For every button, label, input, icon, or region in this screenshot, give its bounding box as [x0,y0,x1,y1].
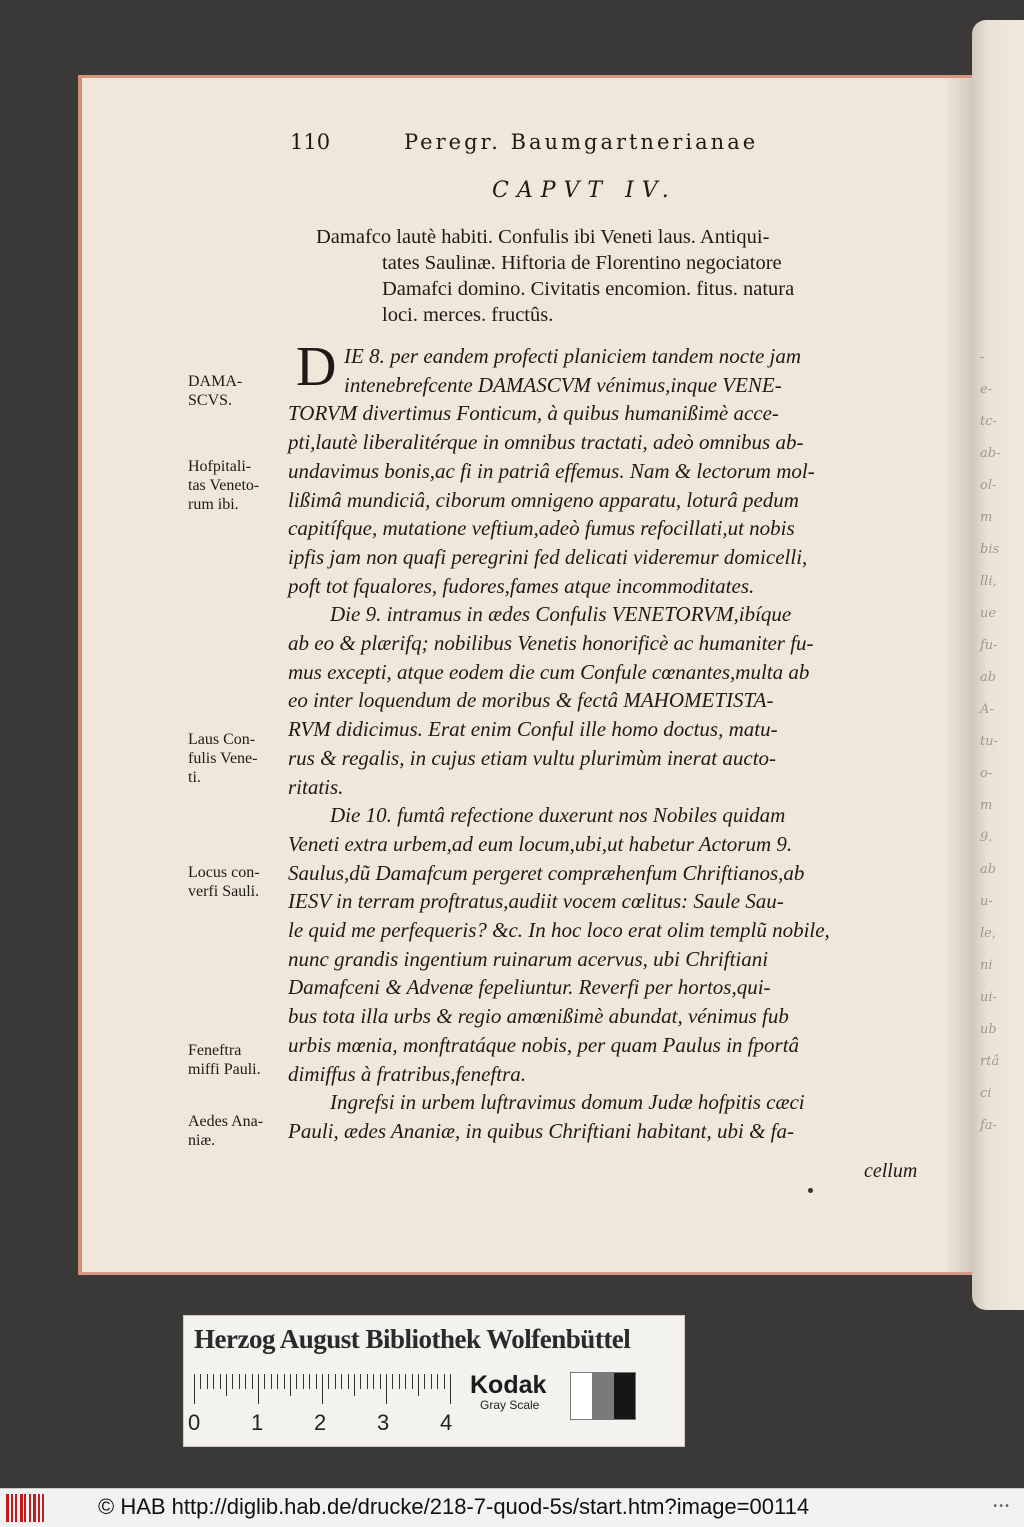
ruler-tick [367,1374,368,1389]
facing-page-fragment: ab [980,862,997,877]
gray-patch [592,1373,613,1419]
ruler-label: 2 [314,1410,327,1435]
ruler-tick [252,1374,253,1389]
catchword: cellum [864,1160,918,1182]
ruler-tick [354,1374,355,1396]
ruler-tick [335,1374,336,1389]
body-line: Ingrefsi in urbem luftravimus domum Judæ hofpitis cæci [330,1090,805,1115]
ruler-tick [380,1374,381,1389]
body-line: pti,lautè liberalitérque in omnibus tractati, adeò omnibus ab- [288,430,804,455]
facing-page-fragment: m [980,510,993,525]
summary-line: Damafci domino. Civitatis encomion. fitus. natura [382,278,795,300]
gray-patches [570,1372,636,1420]
ruler-tick [424,1374,425,1389]
hab-logo-icon [6,1494,46,1522]
gray-patch [571,1373,592,1419]
margin-note-line: Hofpitali- [188,458,252,475]
logo-bar [38,1494,40,1522]
ruler-label: 1 [251,1410,264,1435]
margin-note [188,1041,284,1079]
logo-bar [6,1494,9,1522]
ruler-tick [418,1374,419,1396]
ruler-tick [258,1374,259,1404]
logo-bar [15,1494,17,1522]
book-page [78,75,972,1275]
kodak-logo: Kodak [470,1371,547,1399]
ruler-tick [239,1374,240,1389]
ruler-tick [328,1374,329,1389]
facing-page-fragment: rtâ [980,1054,1000,1069]
logo-bar [42,1494,44,1522]
logo-bar [29,1494,31,1522]
body-line: undavimus bonis,ac fi in patriâ effemus. Nam & lectorum mol- [288,458,815,483]
body-line: intenebrefcente DAMASCVM vénimus,inque VENE- [344,372,782,397]
margin-note-line: niæ. [188,1132,216,1149]
body-line: Die 9. intramus in ædes Confulis VENETORVM,ibíque [330,602,792,627]
margin-note [188,730,284,787]
body-line: eo inter loquendum de moribus & fectâ MAHOMETISTA- [288,688,774,713]
ruler-tick [296,1374,297,1389]
facing-page-fragment: lli, [980,574,997,589]
ruler-tick [220,1374,221,1389]
ruler-tick [316,1374,317,1389]
ruler-tick [264,1374,265,1389]
ruler-tick [207,1374,208,1389]
drop-cap: D [296,336,337,398]
body-line: Saulus,dũ Damafcum pergeret compræhenfum Chriftianos,ab [288,860,805,885]
ruler-tick [392,1374,393,1389]
color-calibration-card [183,1315,685,1447]
gray-patch [614,1373,635,1419]
facing-page-fragment: ci [980,1086,992,1101]
facing-page-fragment: u- [980,894,993,909]
facing-page-fragment: le, [980,926,996,941]
body-line: ritatis. [288,774,344,799]
margin-note-line: fulis Vene- [188,750,258,767]
ruler-tick [360,1374,361,1389]
ruler-tick [450,1374,451,1404]
body-line: ab eo & plærifq; nobilibus Venetis honorificè ac humaniter fu- [288,631,814,655]
margin-note-line: Aedes Ana- [188,1113,264,1130]
body-line: urbis mœnia, monftratáque nobis, per quam Paulus in fportâ [288,1032,800,1057]
body-line: nunc grandis ingentium ruinarum acervus, ubi Chriftiani [288,946,769,971]
ruler-tick [232,1374,233,1389]
facing-page-fragment: - [980,350,985,365]
ruler-tick [245,1374,246,1389]
margin-note-line: Locus con- [188,864,260,881]
body-line: rus & regalis, in cujus etiam vultu plurimùm inerat aucto- [288,745,777,770]
gray-scale-label: Gray Scale [480,1398,540,1412]
body-line: le quid me perfequeris? &c. In hoc loco erat olim templũ nobile, [288,918,830,942]
margin-note-line: tas Veneto- [188,477,260,494]
ruler-tick [200,1374,201,1389]
summary-line: Damafco lautè habiti. Confulis ibi Veneti laus. Antiqui- [316,226,770,248]
margin-note [188,372,284,410]
ruler-tick [290,1374,291,1396]
card-title: Herzog August Bibliothek Wolfenbüttel [194,1324,631,1354]
ruler-tick [277,1374,278,1389]
footer-dots-icon: ••• [992,1501,1010,1512]
body-line: dimiffus à fratribus,feneftra. [288,1061,527,1086]
margin-note-line: Feneftra [188,1042,242,1059]
margin-note-line: SCVS. [188,392,233,409]
ruler-tick [303,1374,304,1389]
body-line: capitífque, mutatione veftium,adeò fumus refocillati,ut nobis [288,516,795,541]
body-line: IESV in terram proftratus,audiit vocem cœlitus: Saule Sau- [288,889,784,914]
summary-line: tates Saulinæ. Hiftoria de Florentino negociatore [382,252,782,274]
ruler-tick [412,1374,413,1389]
facing-page-fragment: o- [980,766,993,781]
footer-bar [0,1488,1024,1527]
facing-page-fragment: ab- [980,446,1001,461]
ruler-tick [271,1374,272,1389]
margin-note-line: Laus Con- [188,731,256,748]
facing-page-fragment: 9. [980,830,993,845]
ruler-tick [373,1374,374,1389]
margin-note-line: DAMA- [188,373,243,390]
ruler-tick [431,1374,432,1389]
facing-page-fragment: A- [980,702,994,717]
body-line: mus excepti, atque eodem die cum Confule cœnantes,multa ab [288,659,810,684]
footer-url[interactable]: © HAB http://diglib.hab.de/drucke/218-7-quod-5s/start.htm?image=00114 [98,1494,810,1519]
body-line: Veneti extra urbem,ad eum locum,ubi,ut habetur Actorum 9. [288,831,793,856]
ruler-tick [348,1374,349,1389]
ruler-tick [194,1374,195,1404]
ink-spot [808,1188,813,1193]
ruler-tick [226,1374,227,1396]
ruler-tick [437,1374,438,1389]
facing-page-fragment: fa- [980,1118,997,1133]
body-line: Die 10. fumtâ refectione duxerunt nos Nobiles quidam [330,803,786,828]
facing-page-fragment: ui- [980,990,997,1005]
logo-bar [33,1494,36,1522]
facing-page-fragment: ab [980,670,997,685]
facing-page-fragment: ue [980,606,997,621]
ruler-tick [284,1374,285,1389]
ruler-tick [213,1374,214,1389]
margin-note-line: verfi Sauli. [188,883,260,900]
ruler-label: 3 [377,1410,390,1435]
ruler-tick [322,1374,323,1404]
logo-bar [20,1494,23,1522]
ruler-tick [405,1374,406,1389]
margin-note [188,1112,284,1150]
facing-page-fragment: e- [980,382,993,397]
facing-page-fragment: m [980,798,993,813]
ruler-tick [399,1374,400,1389]
chapter-summary [316,224,926,328]
ruler-tick [309,1374,310,1389]
ruler-tick [386,1374,387,1404]
ruler-tick [341,1374,342,1389]
body-line: bus tota illa urbs & regio amœnißimè abundat, vénimus fub [288,1004,789,1029]
body-line: ipfis jam non quafi peregrini fed delicati videremur domicelli, [288,544,808,569]
facing-page-fragment: ol- [980,478,997,493]
body-line: lißimâ mundiciâ, ciborum omnigeno apparatu, loturâ pedum [288,487,799,512]
body-line: RVM didicimus. Erat enim Conful ille homo doctus, matu- [288,717,778,742]
margin-note [188,457,284,514]
margin-note-line: ti. [188,769,201,786]
facing-page-fragment: ni [980,958,993,973]
ruler-labels [188,1410,468,1438]
ruler-label: 4 [440,1410,453,1435]
body-line: Damafceni & Advenæ fepeliuntur. Reverfi per hortos,qui- [288,975,771,1000]
summary-line: loci. merces. fructûs. [382,304,554,326]
facing-page-fragment: ub [980,1022,997,1037]
running-head: Peregr. Baumgartnerianae [404,130,759,154]
page-number: 110 [290,130,331,154]
facing-page-fragment: tc- [980,414,997,429]
body-line: TORVM divertimus Fonticum, à quibus humanißimè acce- [288,401,779,426]
scale-ruler [194,1374,462,1408]
logo-bar [24,1494,26,1522]
facing-page-fragment: tu- [980,734,998,749]
body-line: Pauli, ædes Ananiæ, in quibus Chriftiani habitant, ubi & fa- [288,1118,794,1143]
chapter-heading: CAPVT IV. [492,178,677,203]
margin-note [188,863,284,901]
ruler-tick [444,1374,445,1389]
margin-note-line: miffi Pauli. [188,1061,261,1078]
ruler-label: 0 [188,1410,201,1435]
body-line: IE 8. per eandem profecti planiciem tandem nocte jam [344,344,802,368]
margin-note-line: rum ibi. [188,496,239,513]
facing-page-fragment: bis [980,542,1000,557]
logo-bar [11,1494,13,1522]
right-facing-page [972,20,1024,1310]
facing-page-fragment: fu- [980,638,998,653]
body-line: poft tot fqualores, fudores,fames atque incommoditates. [288,573,755,598]
